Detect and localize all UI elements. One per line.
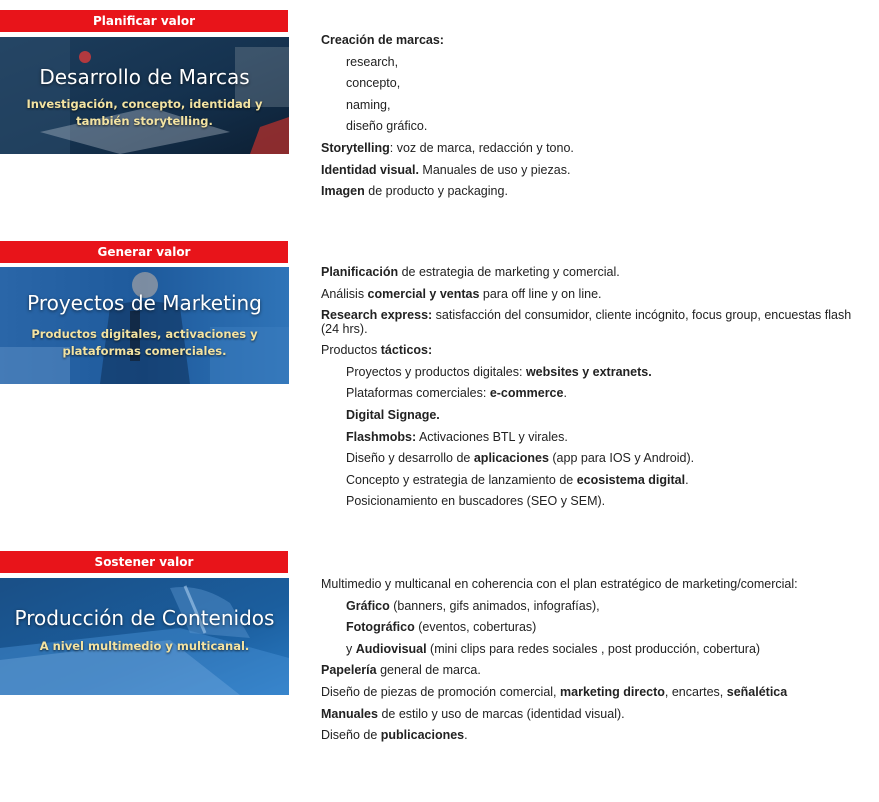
banner-subtitle-2: también storytelling. <box>76 114 213 128</box>
list-item: Digital Signage. <box>346 407 440 422</box>
list-item: Fotográfico (eventos, coberturas) <box>346 620 537 635</box>
list-item: diseño gráfico. <box>346 119 428 134</box>
banner-title: Desarrollo de Marcas <box>39 65 250 89</box>
banner-background <box>0 578 289 695</box>
banner-title: Proyectos de Marketing <box>27 291 262 315</box>
list-item: Proyectos y productos digitales: websites y extranets. <box>346 364 652 379</box>
list-item: Storytelling: voz de marca, redacción y tono. <box>321 140 574 155</box>
section-tab: Sostener valor <box>0 551 288 573</box>
banner-produccion-contenidos <box>0 578 289 695</box>
banner-desarrollo-marcas <box>0 37 289 154</box>
list-item: Research express: satisfacción del consumidor, cliente incógnito, focus group, encuestas flash (24 hrs). <box>321 308 852 337</box>
list-item: Creación de marcas: <box>321 33 444 47</box>
list-item: Planificación de estrategia de marketing y comercial. <box>321 265 620 279</box>
list-item: Gráfico (banners, gifs animados, infografías), <box>346 598 600 613</box>
list-item: naming, <box>346 97 391 112</box>
list-item: Imagen de producto y packaging. <box>321 184 508 199</box>
section-content <box>321 574 856 747</box>
list-item: concepto, <box>346 76 401 91</box>
list-item: Identidad visual. Manuales de uso y piezas. <box>321 162 571 177</box>
list-item: Diseño de piezas de promoción comercial, marketing directo, encartes, señalética <box>321 684 788 699</box>
banner-title: Producción de Contenidos <box>14 606 275 630</box>
list-item: Manuales de estilo y uso de marcas (identidad visual). <box>321 706 625 721</box>
banner-subtitle-1: A nivel multimedio y multicanal. <box>39 639 250 653</box>
list-item: Papelería general de marca. <box>321 663 481 678</box>
list-item: Plataformas comerciales: e-commerce. <box>346 386 567 401</box>
list-item: Flashmobs: Activaciones BTL y virales. <box>346 429 568 444</box>
list-item: Productos tácticos: <box>321 343 433 358</box>
list-item: research, <box>346 54 399 69</box>
list-item: y Audiovisual (mini clips para redes sociales , post producción, cobertura) <box>346 641 761 656</box>
list-item: Multimedio y multicanal en coherencia con el plan estratégico de marketing/comercial: <box>321 577 798 591</box>
banner-subtitle-2: plataformas comerciales. <box>62 344 227 358</box>
section-tab: Planificar valor <box>0 10 288 32</box>
banner-subtitle-1: Investigación, concepto, identidad y <box>26 97 263 111</box>
list-item: Concepto y estrategia de lanzamiento de ecosistema digital. <box>346 472 689 487</box>
banner-proyectos-marketing <box>0 267 289 384</box>
section-tab: Generar valor <box>0 241 288 263</box>
list-item: Análisis comercial y ventas para off line y on line. <box>321 286 602 301</box>
section-content <box>321 262 856 513</box>
list-item: Diseño de publicaciones. <box>321 728 468 743</box>
section-content <box>321 30 856 203</box>
banner-subtitle-1: Productos digitales, activaciones y <box>31 327 258 341</box>
list-item: Diseño y desarrollo de aplicaciones (app para IOS y Android). <box>346 451 695 466</box>
list-item: Posicionamiento en buscadores (SEO y SEM). <box>346 494 606 509</box>
